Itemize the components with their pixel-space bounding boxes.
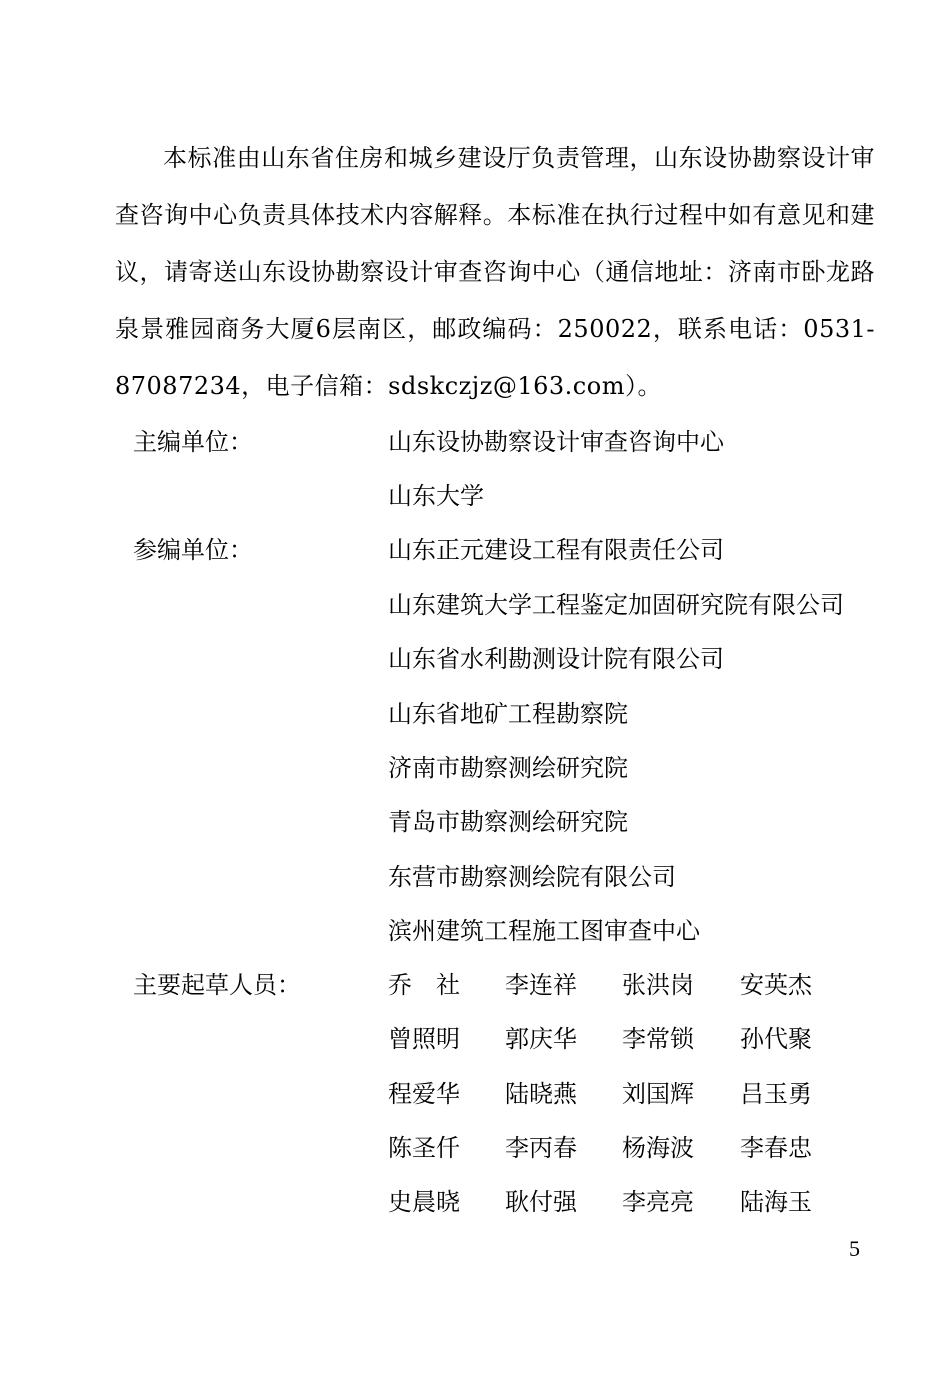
participating-unit-row bbox=[0, 859, 950, 895]
chief-unit-row bbox=[0, 424, 950, 460]
drafter-name: 李丙春 bbox=[505, 1134, 577, 1162]
drafter-name: 张洪岗 bbox=[622, 971, 694, 999]
drafter-name: 耿付强 bbox=[505, 1188, 577, 1216]
drafter-row bbox=[0, 1021, 950, 1057]
participating-unit-row bbox=[0, 913, 950, 949]
page-number: 5 bbox=[849, 1236, 860, 1261]
participating-unit-name: 山东正元建设工程有限责任公司 bbox=[388, 536, 724, 564]
participating-unit-name: 山东省地矿工程勘察院 bbox=[388, 700, 628, 728]
drafter-name: 陆晓燕 bbox=[505, 1080, 577, 1108]
participating-unit-name: 山东省水利勘测设计院有限公司 bbox=[388, 645, 724, 673]
participating-unit-name: 山东建筑大学工程鉴定加固研究院有限公司 bbox=[388, 591, 844, 619]
participating-unit-name: 滨州建筑工程施工图审查中心 bbox=[388, 917, 700, 945]
drafter-name: 郭庆华 bbox=[505, 1025, 577, 1053]
chief-unit-name: 山东大学 bbox=[388, 482, 484, 510]
drafter-name: 程爱华 bbox=[388, 1080, 460, 1108]
participating-unit-row bbox=[0, 804, 950, 840]
participating-unit-row bbox=[0, 532, 950, 568]
participating-unit-name: 青岛市勘察测绘研究院 bbox=[388, 808, 628, 836]
drafter-row bbox=[0, 1076, 950, 1112]
drafter-name: 李亮亮 bbox=[622, 1188, 694, 1216]
drafter-name: 陆海玉 bbox=[740, 1188, 812, 1216]
chief-unit-name: 山东设协勘察设计审查咨询中心 bbox=[388, 428, 724, 456]
drafter-name: 孙代聚 bbox=[740, 1025, 812, 1053]
chief-units-label: 主编单位： bbox=[133, 428, 253, 456]
participating-units-label: 参编单位： bbox=[133, 536, 253, 564]
chief-unit-row bbox=[0, 478, 950, 514]
drafter-name: 曾照明 bbox=[388, 1025, 460, 1053]
drafters-label: 主要起草人员： bbox=[133, 971, 301, 999]
drafter-name: 李连祥 bbox=[505, 971, 577, 999]
drafter-name: 史晨晓 bbox=[388, 1188, 460, 1216]
intro-paragraph: 本标准由山东省住房和城乡建设厅负责管理，山东设协勘察设计审查咨询中心负责具体技术内容解释。本标准在执行过程中如有意见和建议，请寄送山东设协勘察设计审查咨询中心（通信地址：济南市卧龙路泉景雅园商务大厦6层南区，邮政编码：250022，联系电话：0531-87087234，电子信箱：sdskczjz@163.com）。 bbox=[115, 144, 875, 400]
drafter-row bbox=[0, 1184, 950, 1220]
drafter-name: 安英杰 bbox=[740, 971, 812, 999]
participating-unit-row bbox=[0, 696, 950, 732]
drafter-name: 李常锁 bbox=[622, 1025, 694, 1053]
drafter-name: 刘国辉 bbox=[622, 1080, 694, 1108]
drafter-name: 陈圣仟 bbox=[388, 1134, 460, 1162]
participating-unit-name: 济南市勘察测绘研究院 bbox=[388, 754, 628, 782]
participating-unit-row bbox=[0, 641, 950, 677]
drafter-row bbox=[0, 967, 950, 1003]
participating-unit-row bbox=[0, 750, 950, 786]
participating-unit-name: 东营市勘察测绘院有限公司 bbox=[388, 863, 676, 891]
drafter-name: 杨海波 bbox=[622, 1134, 694, 1162]
participating-unit-row bbox=[0, 587, 950, 623]
drafter-row bbox=[0, 1130, 950, 1166]
drafter-name: 李春忠 bbox=[740, 1134, 812, 1162]
drafter-name: 吕玉勇 bbox=[740, 1080, 812, 1108]
drafter-name: 乔 社 bbox=[388, 971, 460, 999]
